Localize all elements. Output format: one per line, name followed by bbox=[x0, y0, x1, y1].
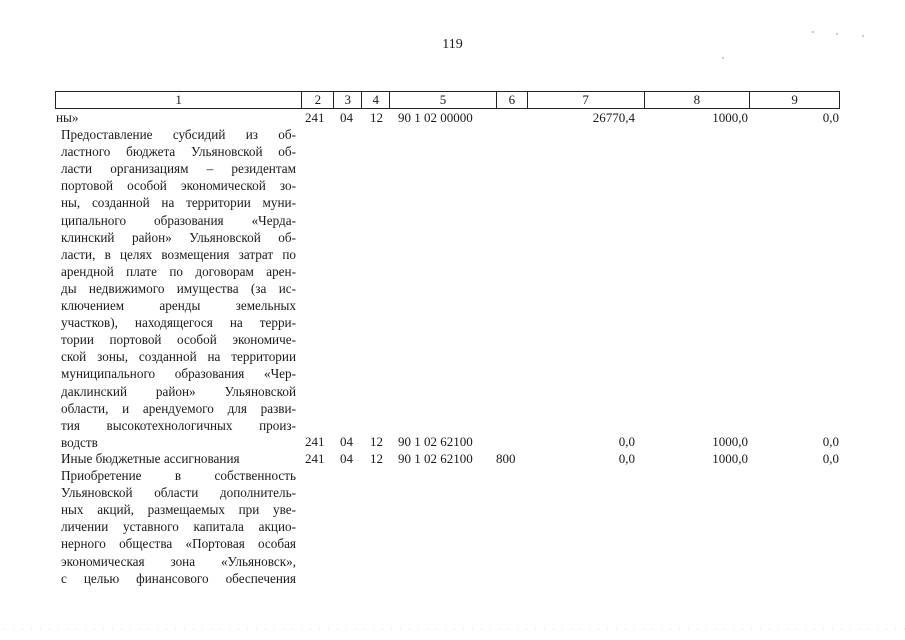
desc-line: даклинский район» Ульяновской bbox=[61, 383, 296, 399]
cell-col-3: 04 bbox=[340, 110, 353, 125]
header-col-8: 8 bbox=[644, 92, 750, 108]
desc-line: нерного общества «Портовая особая bbox=[61, 536, 296, 552]
cell-col-2: 241 bbox=[305, 451, 325, 466]
header-col-5: 5 bbox=[389, 92, 496, 108]
row-description-block-1 bbox=[56, 109, 296, 451]
page-number: 119 bbox=[442, 37, 463, 52]
desc-line: клинский район» Ульяновской об- bbox=[61, 229, 296, 245]
desc-line: ды недвижимого имущества (за ис- bbox=[61, 280, 296, 296]
cell-col-4: 12 bbox=[370, 434, 383, 449]
cell-col-2: 241 bbox=[305, 110, 325, 125]
header-col-2: 2 bbox=[301, 92, 333, 108]
desc-line: арендной плате по договорам арен- bbox=[61, 263, 296, 279]
scan-speck bbox=[722, 57, 724, 59]
cell-col-4: 12 bbox=[370, 110, 383, 125]
desc-line: портовой особой экономической зо- bbox=[61, 178, 296, 194]
cell-col-8: 1000,0 bbox=[712, 451, 748, 466]
cell-col-6: 800 bbox=[496, 451, 516, 466]
header-col-3: 3 bbox=[333, 92, 361, 108]
desc-line: личении уставного капитала акцио- bbox=[61, 519, 296, 535]
cell-col-7: 26770,4 bbox=[592, 110, 635, 125]
desc-line: ны» bbox=[56, 110, 79, 125]
cell-col-7: 0,0 bbox=[618, 434, 635, 449]
cell-col-5: 90 1 02 62100 bbox=[398, 434, 473, 449]
desc-line: экономическая зона «Ульяновск», bbox=[61, 553, 296, 569]
desc-line: Приобретение в собственность bbox=[61, 468, 296, 484]
desc-line: ны, созданной на территории муни- bbox=[61, 195, 296, 211]
cell-col-8: 1000,0 bbox=[712, 110, 748, 125]
cell-col-4: 12 bbox=[370, 451, 383, 466]
cell-col-9: 0,0 bbox=[822, 110, 839, 125]
desc-line: тия высокотехнологичных произ- bbox=[61, 417, 296, 433]
header-col-7: 7 bbox=[527, 92, 644, 108]
desc-line: тории портовой особой экономиче- bbox=[61, 332, 296, 348]
header-col-6: 6 bbox=[496, 92, 527, 108]
desc-line: водств bbox=[61, 434, 98, 450]
cell-col-7: 0,0 bbox=[618, 451, 635, 466]
cell-col-2: 241 bbox=[305, 434, 325, 449]
scan-speck bbox=[812, 31, 814, 33]
desc-line: ципального образования «Черда- bbox=[61, 212, 296, 228]
desc-line: муниципального образования «Чер- bbox=[61, 366, 296, 382]
table-header-row bbox=[55, 91, 840, 109]
cell-col-9: 0,0 bbox=[822, 451, 839, 466]
header-col-4: 4 bbox=[361, 92, 389, 108]
scan-speck bbox=[836, 33, 838, 35]
desc-line: участков), находящегося на терри- bbox=[61, 315, 296, 331]
cell-col-5: 90 1 02 62100 bbox=[398, 451, 473, 466]
desc-line: ской зоны, созданной на территории bbox=[61, 349, 296, 365]
desc-line: ласти организациям – резидентам bbox=[61, 161, 296, 177]
cell-col-3: 04 bbox=[340, 451, 353, 466]
desc-line: ключением аренды земельных bbox=[61, 298, 296, 314]
desc-line: Иные бюджетные ассигнования bbox=[61, 451, 240, 466]
desc-line: Ульяновской области дополнитель- bbox=[61, 485, 296, 501]
desc-line: с целью финансового обеспечения bbox=[61, 570, 296, 586]
cell-col-8: 1000,0 bbox=[712, 434, 748, 449]
header-col-9: 9 bbox=[749, 92, 839, 108]
desc-line: ластного бюджета Ульяновской об- bbox=[61, 144, 296, 160]
scan-speck bbox=[862, 35, 864, 37]
cell-col-3: 04 bbox=[340, 434, 353, 449]
cell-col-9: 0,0 bbox=[822, 434, 839, 449]
cell-col-5: 90 1 02 00000 bbox=[398, 110, 473, 125]
desc-line: Предоставление субсидий из об- bbox=[61, 127, 296, 143]
desc-line: области, и арендуемого для разви- bbox=[61, 400, 296, 416]
scan-noise bbox=[0, 628, 905, 630]
desc-line: ных акций, размещаемых при уве- bbox=[61, 502, 296, 518]
row-description-block-2 bbox=[61, 450, 296, 587]
header-col-1: 1 bbox=[175, 92, 182, 107]
desc-line: ласти, в целях возмещения затрат по bbox=[61, 246, 296, 262]
